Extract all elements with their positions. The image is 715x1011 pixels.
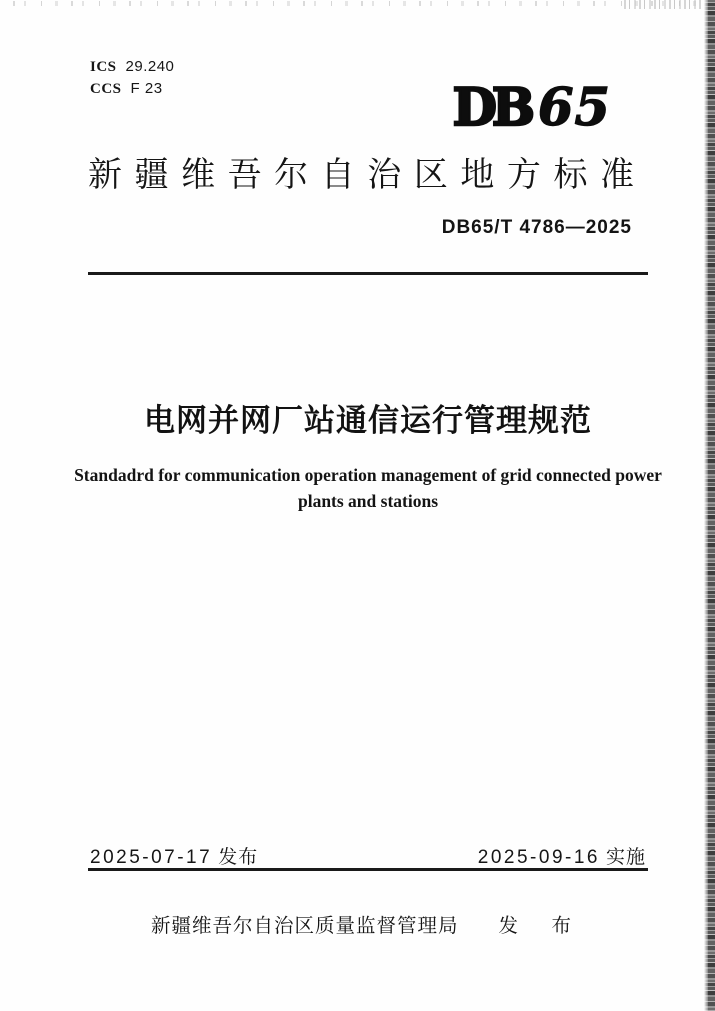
footer-rule bbox=[88, 868, 648, 871]
document-title-zh: 电网并网厂站通信运行管理规范 bbox=[144, 403, 592, 438]
standard-type-heading: 新疆维吾尔自治区地方标准 bbox=[88, 156, 646, 194]
db65-logo-number: 65 bbox=[538, 78, 611, 138]
scan-noise-top-edge bbox=[0, 1, 704, 6]
db65-logo bbox=[453, 80, 611, 136]
issue-date: 2025-07-17 bbox=[90, 847, 213, 868]
db65-logo-prefix: DB bbox=[452, 78, 531, 138]
ics-code-row bbox=[90, 56, 174, 78]
publisher-row bbox=[88, 910, 648, 938]
standard-number: DB65/T 4786—2025 bbox=[441, 217, 632, 238]
publisher-name: 新疆维吾尔自治区质量监督管理局 bbox=[151, 915, 459, 937]
implementation-date: 2025-09-16 bbox=[477, 847, 600, 868]
ics-value: 29.240 bbox=[125, 58, 175, 75]
implementation-date-block bbox=[478, 842, 646, 869]
publisher-action: 发 布 bbox=[498, 915, 585, 937]
dates-row bbox=[90, 842, 646, 869]
ccs-code-row bbox=[90, 78, 174, 100]
document-title-en: Standadrd for communication operation management of grid connected power plants and stations bbox=[74, 465, 662, 511]
ccs-value: F 23 bbox=[130, 80, 163, 97]
implementation-date-label: 实施 bbox=[605, 847, 646, 868]
issue-date-label: 发布 bbox=[218, 847, 259, 868]
scan-noise-right-edge bbox=[704, 0, 715, 1011]
issue-date-block bbox=[90, 842, 258, 869]
ics-label: ICS bbox=[90, 59, 117, 75]
scan-noise-top-right bbox=[624, 0, 704, 9]
classification-codes bbox=[90, 56, 174, 100]
ccs-label: CCS bbox=[90, 81, 122, 97]
header-rule bbox=[88, 272, 648, 275]
